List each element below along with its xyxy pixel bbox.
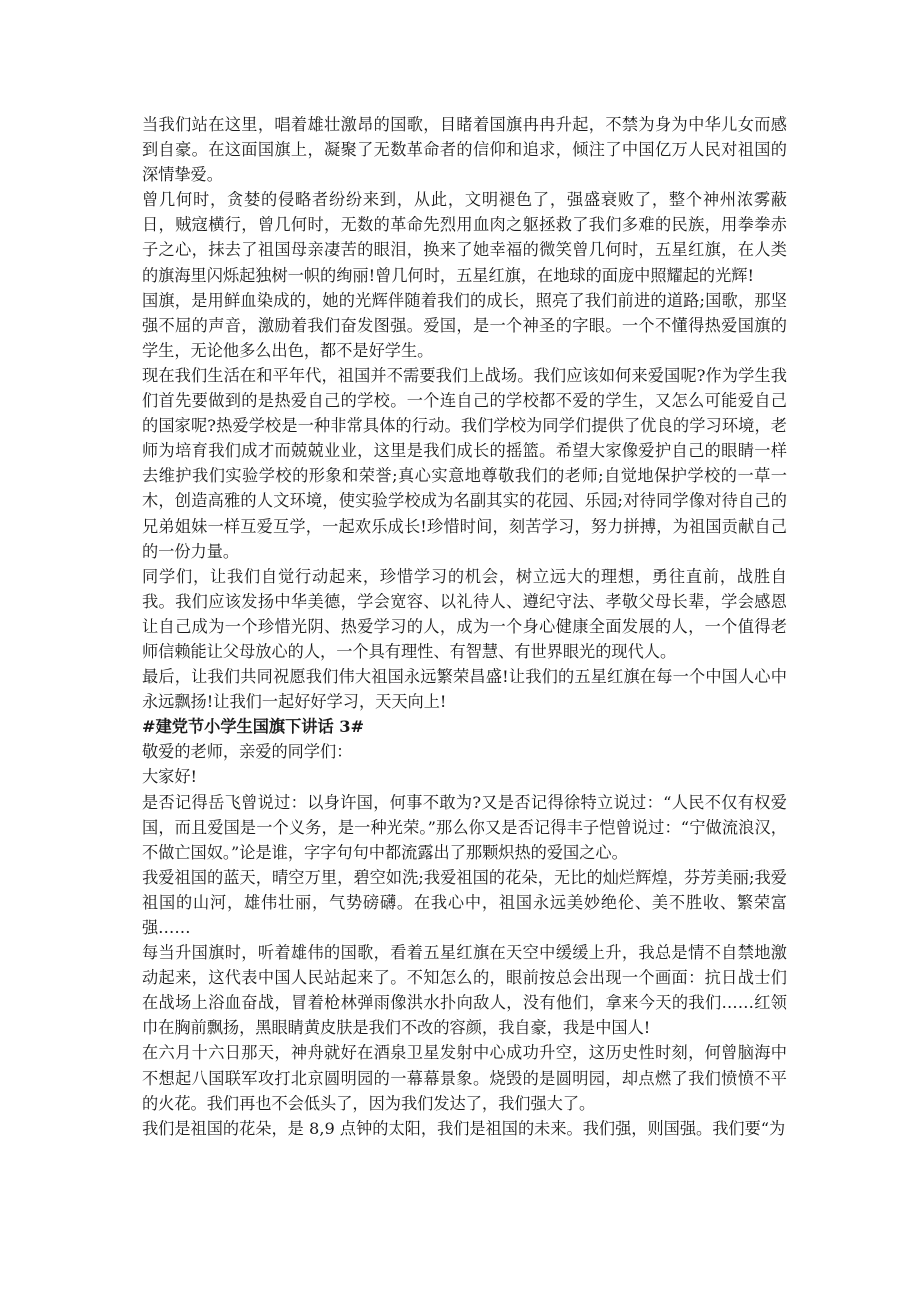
- paragraph-2: 曾几何时，贪婪的侵略者纷纷来到，从此，文明褪色了，强盛衰败了，整个神州浓雾蔽日，贼寇横行，曾几何时，无数的革命先烈用血肉之躯拯救了我们多难的民族，用拳拳赤子之心，抹去了祖国母亲凄苦的眼泪，换来了她幸福的微笑曾几何时，五星红旗，在人类的旗海里闪烁起独树一帜的绚丽!曾几何时，五星红旗，在地球的面庞中照耀起的光辉!: [142, 190, 787, 285]
- paragraph-8: 我爱祖国的蓝天，晴空万里，碧空如洗;我爱祖国的花朵，无比的灿烂辉煌，芬芳美丽;我爱祖国的山河，雄伟壮丽，气势磅礴。在我心中，祖国永远美妙绝伦、美不胜收、繁荣富强……: [142, 867, 787, 937]
- paragraph-5: 同学们，让我们自觉行动起来，珍惜学习的机会，树立远大的理想，勇往直前，战胜自我。我们应该发扬中华美德，学会宽容、以礼待人、遵纪守法、孝敬父母长辈，学会感恩让自己成为一个珍惜光阴、热爱学习的人，成为一个身心健康全面发展的人，一个值得老师信赖能让父母放心的人，一个具有理性、有智慧、有世界眼光的现代人。: [142, 566, 787, 661]
- paragraph-10: 在六月十六日那天，神舟就好在酒泉卫星发射中心成功升空，这历史性时刻，何曾脑海中不想起八国联军攻打北京圆明园的一幕幕景象。烧毁的是圆明园，却点燃了我们愤愤不平的火花。我们再也不会低头了，因为我们发达了，我们强大了。: [142, 1043, 787, 1113]
- paragraph-6: 最后，让我们共同祝愿我们伟大祖国永远繁荣昌盛!让我们的五星红旗在每一个中国人心中永远飘扬!让我们一起好好学习，天天向上!: [142, 667, 787, 712]
- paragraph-11: 我们是祖国的花朵，是 8,9 点钟的太阳，我们是祖国的未来。我们强，则国强。我们要“为: [142, 1118, 786, 1138]
- greeting: 大家好!: [142, 767, 198, 787]
- paragraph-1: 当我们站在这里，唱着雄壮激昂的国歌，目睹着国旗冉冉升起，不禁为身为中华儿女而感到自豪。在这面国旗上，凝聚了无数革命者的信仰和追求，倾注了中国亿万人民对祖国的深情挚爱。: [142, 115, 787, 185]
- document-body: [142, 112, 787, 1141]
- paragraph-7: 是否记得岳飞曾说过：以身许国，何事不敢为?又是否记得徐特立说过：“人民不仅有权爱国，而且爱国是一个义务，是一种光荣。”那么你又是否记得丰子恺曾说过：“宁做流浪汉，不做亡国奴。”论是谁，字字句句中都流露出了那颗炽热的爱国之心。: [142, 792, 787, 862]
- paragraph-9: 每当升国旗时，听着雄伟的国歌，看着五星红旗在天空中缓缓上升，我总是情不自禁地激动起来，这代表中国人民站起来了。不知怎么的，眼前按总会出现一个画面：抗日战士们在战场上浴血奋战，冒着枪林弹雨像洪水扑向敌人，没有他们，拿来今天的我们……红领巾在胸前飘扬，黑眼睛黄皮肤是我们不改的容颜，我自豪，我是中国人!: [142, 943, 787, 1038]
- section-heading: #建党节小学生国旗下讲话 3#: [142, 717, 365, 737]
- paragraph-4: 现在我们生活在和平年代，祖国并不需要我们上战场。我们应该如何来爱国呢?作为学生我们首先要做到的是热爱自己的学校。一个连自己的学校都不爱的学生，又怎么可能爱自己的国家呢?热爱学校是一种非常具体的行动。我们学校为同学们提供了优良的学习环境，老师为培育我们成才而兢兢业业，这里是我们成长的摇篮。希望大家像爱护自己的眼睛一样去维护我们实验学校的形象和荣誉;真心实意地尊敬我们的老师;自觉地保护学校的一草一木，创造高雅的人文环境，使实验学校成为名副其实的花园、乐园;对待同学像对待自己的兄弟姐妹一样互爱互学，一起欢乐成长!珍惜时间，刻苦学习，努力拼搏，为祖国贡献自己的一份力量。: [142, 365, 787, 561]
- salutation: 敬爱的老师，亲爱的同学们：: [142, 742, 353, 762]
- paragraph-3: 国旗，是用鲜血染成的，她的光辉伴随着我们的成长，照亮了我们前进的道路;国歌，那坚强不屈的声音，激励着我们奋发图强。爱国，是一个神圣的字眼。一个不懂得热爱国旗的学生，无论他多么出色，都不是好学生。: [142, 290, 787, 360]
